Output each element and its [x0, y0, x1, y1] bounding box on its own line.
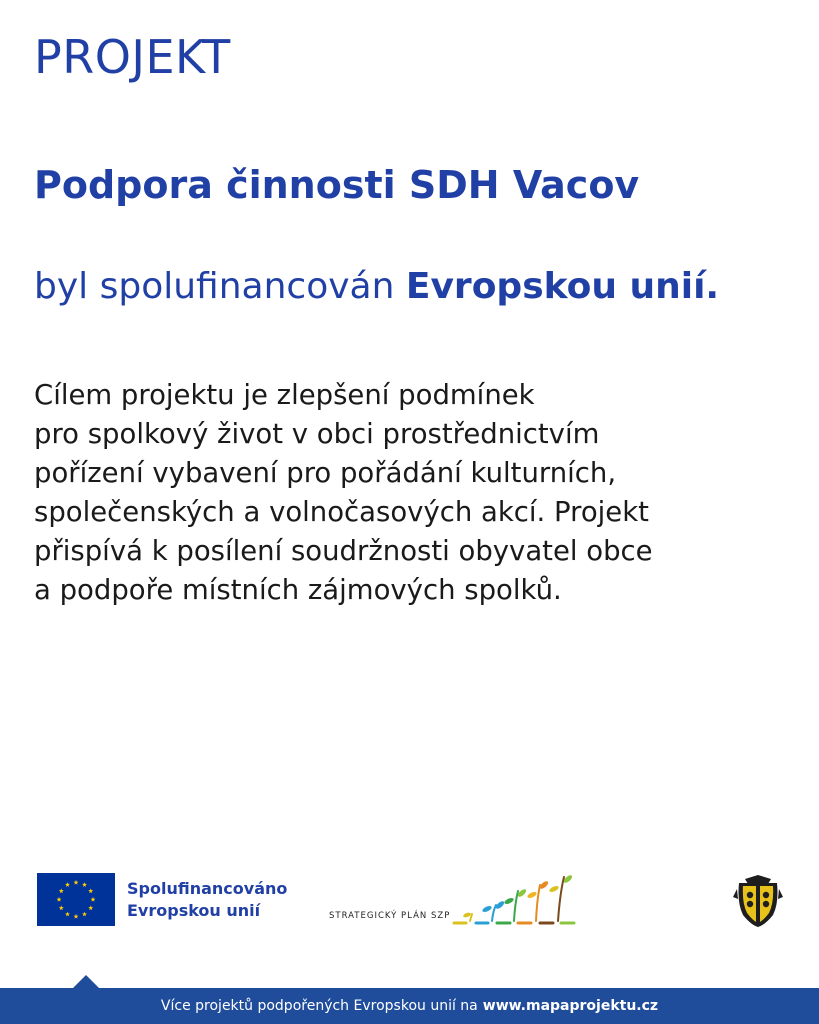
cofunded-prefix: byl spolufinancován [34, 266, 395, 307]
eu-logo-line1: Spolufinancováno [127, 879, 288, 898]
cofunded-statement [34, 265, 719, 308]
description-line: přispívá k posílení soudržnosti obyvatel obce [34, 535, 653, 567]
description-line: společenských a volnočasových akcí. Projekt [34, 496, 649, 528]
szp-sprouts-icon [452, 871, 582, 931]
footer-link[interactable]: www.mapaprojektu.cz [482, 998, 659, 1014]
footer-notch [73, 975, 99, 988]
project-description [34, 376, 794, 610]
szp-logo-label: STRATEGICKÝ PLÁN SZP [329, 911, 451, 921]
footer-text: Více projektů podpořených Evropskou unií na [160, 998, 478, 1014]
eu-logo-line2: Evropskou unií [127, 901, 261, 920]
footer-bar [0, 988, 819, 1024]
description-line: Cílem projektu je zlepšení podmínek [34, 379, 535, 411]
cofunded-emphasis: Evropskou unií. [405, 266, 720, 307]
project-name: Podpora činnosti SDH Vacov [34, 163, 640, 207]
description-line: pořízení vybavení pro pořádání kulturních, [34, 457, 617, 489]
description-line: a podpoře místních zájmových spolků. [34, 574, 562, 606]
heading: PROJEKT [34, 30, 231, 84]
eu-cofunded-logo-text [127, 878, 287, 922]
description-line: pro spolkový život v obci prostřednictvím [34, 418, 600, 450]
municipality-coat-of-arms-icon [733, 873, 783, 929]
eu-flag-icon [37, 873, 115, 926]
